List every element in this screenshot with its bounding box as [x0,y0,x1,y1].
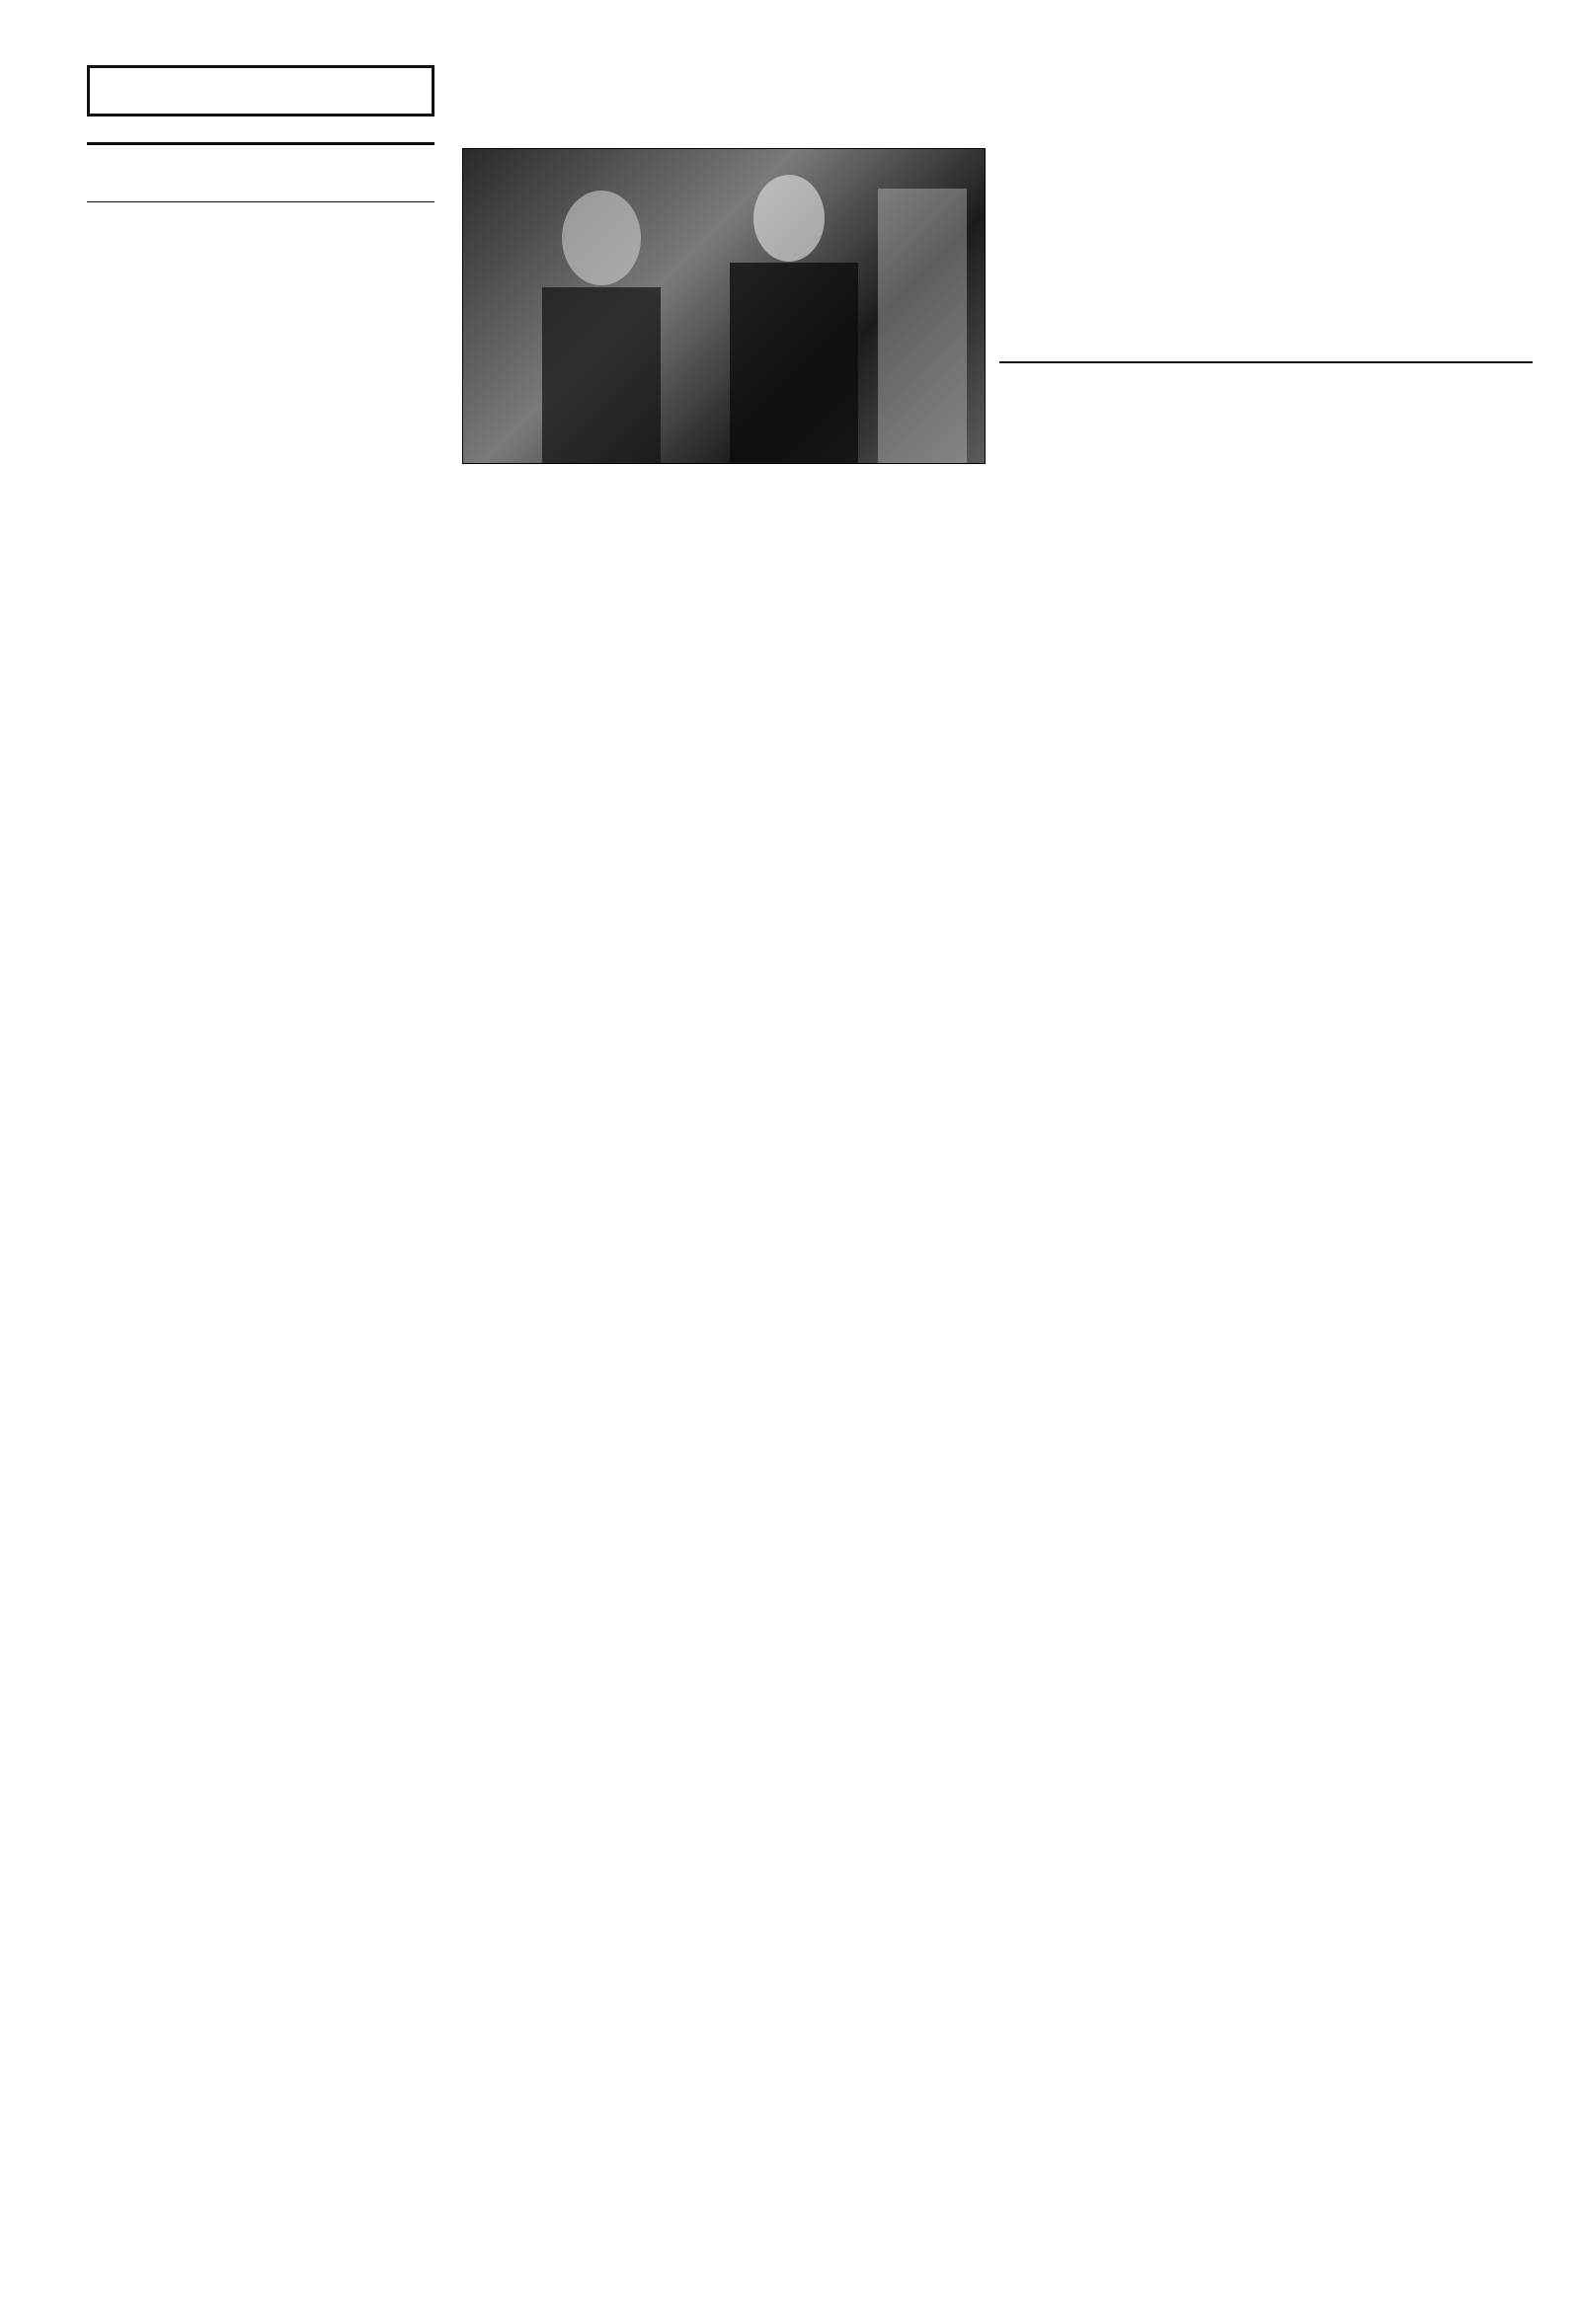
masthead-logo [87,65,434,116]
col1-body-c [87,748,434,813]
lead-photo [462,148,986,464]
dateline [87,138,434,145]
col1-body-a [87,393,257,725]
photo-caption [462,468,986,511]
lead-body-col [999,367,1260,1246]
lead-headline-2 [988,148,1533,217]
photo-figures-icon [463,149,985,463]
col1-headline [87,219,434,387]
col1-kicker [87,201,434,202]
col1-body-d [87,900,257,1957]
lead-headline-1 [446,57,1533,148]
col1-body-b [265,393,434,630]
lead-divider [999,361,1533,363]
col1-headline-2 [87,815,434,894]
lead-subhead [988,219,1533,259]
lead-body-intro [999,265,1533,359]
